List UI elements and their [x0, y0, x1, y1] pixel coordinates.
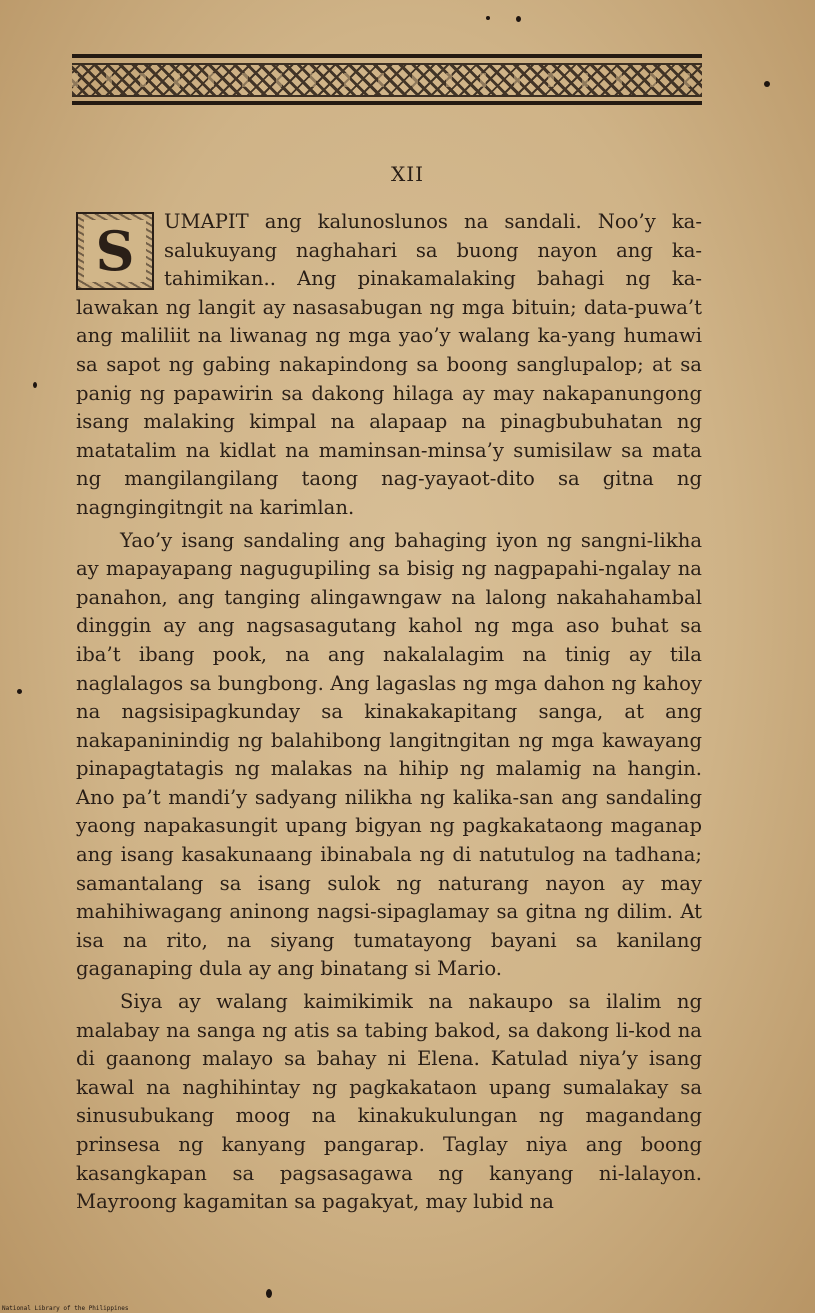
paragraph-2: Yao’y isang sandaling ang bahaging iyon ng sangni-likha ay mapayapang nagugupiling sa bisig ng nagpapahi-ngalay na panahon, ang tanging alingawngaw na lalong nakahahambal dinggin ay ang nagsasagutang kahol ng mga aso buhat sa iba’t ibang pook, na ang nakalalagim na tinig ay tila naglalagos sa bungbong. Ang lagaslas ng mga dahon ng kahoy na nagsisipagkunday sa kinakakapitang sanga, at ang nakapaninindig ng balahibong langitngitan ng mga kawayang pinapagtatagis ng malakas na hihip ng malamig na hangin. Ano pa’t mandi’y sadyang nilikha ng kalika-san ang sandaling yaong napakasungit upang bigyan ng pagkakataong maganap ang isang kasakunaang ibinabala ng di natutulog na tadhana; samantalang sa isang sulok ng naturang nayon ay may mahihiwagang aninong nagsi-sipaglamay sa gitna ng dilim. At isa na rito, na siyang tumatayong bayani sa kanilang gaganaping dula ay ang binatang si Mario.: [76, 528, 702, 981]
ink-speck: [266, 1289, 272, 1298]
library-footer: National Library of the Philippines: [2, 1305, 129, 1312]
drop-cap: [76, 212, 154, 290]
ornament-pattern: [72, 73, 702, 87]
ink-speck: [33, 382, 37, 388]
ink-speck: [516, 16, 521, 22]
ornamental-header-band: [72, 63, 702, 97]
paragraph-1: [76, 208, 702, 523]
paragraph-3: Siya ay walang kaimikimik na nakaupo sa ilalim ng malabay na sanga ng atis sa tabing bakod, sa dakong li-kod na di gaanong malayo sa bahay ni Elena. Katulad niya’y isang kawal na naghihintay ng pagkakataon upang sumalakay sa sinusubukang moog na kinakukulungan ng magandang prinsesa ng kanyang pangarap. Taglay niya ang boong kasangkapan sa pagsasagawa ng kanyang ni-lalayon. Mayroong kagamitan sa pagakyat, may lubid na: [76, 990, 702, 1214]
chapter-number: XII: [390, 162, 425, 186]
ink-speck: [764, 81, 770, 87]
ornament-bottom-rule: [72, 101, 702, 105]
body-text: [76, 208, 702, 1221]
ornament-top-rule: [72, 54, 702, 58]
ink-speck: [17, 689, 22, 694]
paragraph-1-text: UMAPIT ang kalunoslunos na sandali. Noo’y ka-salukuyang naghahari sa buong nayon ang ka-tahimikan.. Ang pinakamalaking bahagi ng ka-lawakan ng langit ay nasasabugan ng mga bituin; data-puwa’t ang maliliit na liwanag ng mga yao’y walang ka-yang humawi sa sapot ng gabing nakapindong sa boong sanglupalop; at sa panig ng papawirin sa dakong hilaga ay may nakapanungong isang malaking kimpal na alapaap na pinagbubuhatan ng matatalim na kidlat na maminsan-minsa’y sumisilaw sa mata ng mangilangilang taong nag-yayaot-dito sa gitna ng nagngingitngit na karimlan.: [76, 210, 702, 519]
drop-cap-letter: S: [84, 220, 146, 282]
ink-speck: [486, 16, 490, 20]
